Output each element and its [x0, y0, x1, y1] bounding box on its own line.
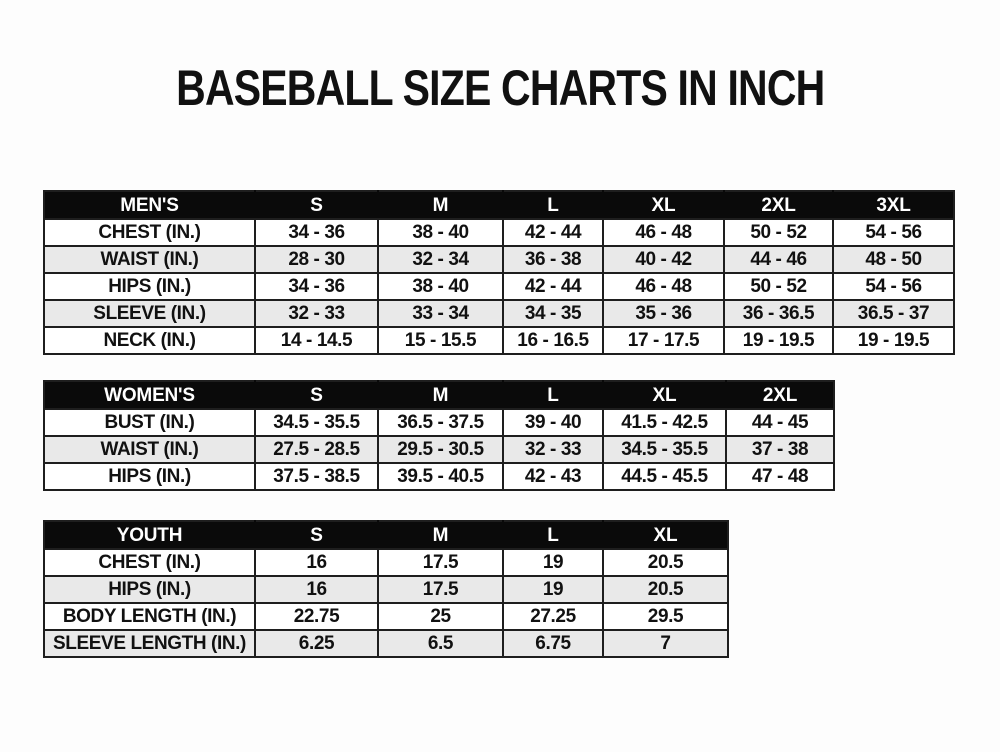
size-value-cell: 34.5 - 35.5 — [603, 436, 726, 463]
measurement-label: NECK (IN.) — [44, 327, 255, 354]
size-value-cell: 29.5 — [603, 603, 728, 630]
womens-header-row — [44, 381, 834, 409]
size-column-header: 2XL — [724, 191, 833, 219]
table-row — [44, 630, 728, 657]
size-value-cell: 22.75 — [255, 603, 378, 630]
size-value-cell: 17.5 — [378, 576, 503, 603]
table-row — [44, 246, 954, 273]
measurement-label: CHEST (IN.) — [44, 549, 255, 576]
size-value-cell: 38 - 40 — [378, 273, 503, 300]
size-value-cell: 50 - 52 — [724, 219, 833, 246]
table-row — [44, 576, 728, 603]
size-value-cell: 46 - 48 — [603, 273, 724, 300]
size-value-cell: 38 - 40 — [378, 219, 503, 246]
size-value-cell: 54 - 56 — [833, 219, 954, 246]
size-value-cell: 37.5 - 38.5 — [255, 463, 378, 490]
size-value-cell: 39 - 40 — [503, 409, 603, 436]
size-value-cell: 42 - 44 — [503, 219, 603, 246]
size-value-cell: 32 - 34 — [378, 246, 503, 273]
size-column-header: 3XL — [833, 191, 954, 219]
youth-header-row — [44, 521, 728, 549]
size-column-header: M — [378, 521, 503, 549]
measurement-label: HIPS (IN.) — [44, 463, 255, 490]
table-row — [44, 219, 954, 246]
size-value-cell: 35 - 36 — [603, 300, 724, 327]
title-bar — [0, 0, 1000, 116]
size-column-header: XL — [603, 381, 726, 409]
size-column-header: XL — [603, 191, 724, 219]
table-row — [44, 603, 728, 630]
size-value-cell: 6.75 — [503, 630, 603, 657]
size-value-cell: 47 - 48 — [726, 463, 834, 490]
size-value-cell: 44 - 46 — [724, 246, 833, 273]
youth-size-table — [43, 520, 729, 658]
size-value-cell: 34.5 - 35.5 — [255, 409, 378, 436]
measurement-label: WAIST (IN.) — [44, 436, 255, 463]
size-value-cell: 16 — [255, 549, 378, 576]
size-value-cell: 34 - 36 — [255, 273, 378, 300]
table-row — [44, 273, 954, 300]
size-value-cell: 19 — [503, 576, 603, 603]
size-column-header: M — [378, 381, 503, 409]
size-value-cell: 17 - 17.5 — [603, 327, 724, 354]
table-row — [44, 549, 728, 576]
size-column-header: S — [255, 521, 378, 549]
size-value-cell: 44 - 45 — [726, 409, 834, 436]
measurement-label: SLEEVE LENGTH (IN.) — [44, 630, 255, 657]
size-value-cell: 28 - 30 — [255, 246, 378, 273]
size-column-header: 2XL — [726, 381, 834, 409]
table-row — [44, 436, 834, 463]
size-value-cell: 6.25 — [255, 630, 378, 657]
size-value-cell: 16 - 16.5 — [503, 327, 603, 354]
size-value-cell: 19 - 19.5 — [833, 327, 954, 354]
size-value-cell: 34 - 35 — [503, 300, 603, 327]
size-value-cell: 14 - 14.5 — [255, 327, 378, 354]
size-column-header: S — [255, 191, 378, 219]
size-value-cell: 36.5 - 37.5 — [378, 409, 503, 436]
table-row — [44, 409, 834, 436]
size-value-cell: 7 — [603, 630, 728, 657]
size-value-cell: 32 - 33 — [503, 436, 603, 463]
measurement-label: HIPS (IN.) — [44, 576, 255, 603]
size-value-cell: 40 - 42 — [603, 246, 724, 273]
measurement-label: BUST (IN.) — [44, 409, 255, 436]
size-value-cell: 33 - 34 — [378, 300, 503, 327]
size-value-cell: 20.5 — [603, 549, 728, 576]
mens-size-table — [43, 190, 955, 355]
size-column-header: M — [378, 191, 503, 219]
size-value-cell: 39.5 - 40.5 — [378, 463, 503, 490]
size-value-cell: 32 - 33 — [255, 300, 378, 327]
size-value-cell: 16 — [255, 576, 378, 603]
size-value-cell: 29.5 - 30.5 — [378, 436, 503, 463]
womens-table-title: WOMEN'S — [44, 381, 255, 409]
size-value-cell: 34 - 36 — [255, 219, 378, 246]
size-value-cell: 27.25 — [503, 603, 603, 630]
size-value-cell: 25 — [378, 603, 503, 630]
size-value-cell: 37 - 38 — [726, 436, 834, 463]
size-value-cell: 19 - 19.5 — [724, 327, 833, 354]
table-row — [44, 327, 954, 354]
size-column-header: L — [503, 191, 603, 219]
size-value-cell: 17.5 — [378, 549, 503, 576]
measurement-label: WAIST (IN.) — [44, 246, 255, 273]
size-column-header: S — [255, 381, 378, 409]
size-value-cell: 48 - 50 — [833, 246, 954, 273]
size-column-header: L — [503, 521, 603, 549]
measurement-label: HIPS (IN.) — [44, 273, 255, 300]
measurement-label: CHEST (IN.) — [44, 219, 255, 246]
size-column-header: L — [503, 381, 603, 409]
size-value-cell: 54 - 56 — [833, 273, 954, 300]
measurement-label: BODY LENGTH (IN.) — [44, 603, 255, 630]
size-value-cell: 27.5 - 28.5 — [255, 436, 378, 463]
mens-table-title: MEN'S — [44, 191, 255, 219]
size-value-cell: 6.5 — [378, 630, 503, 657]
size-value-cell: 44.5 - 45.5 — [603, 463, 726, 490]
size-value-cell: 50 - 52 — [724, 273, 833, 300]
womens-size-table — [43, 380, 835, 491]
size-value-cell: 20.5 — [603, 576, 728, 603]
measurement-label: SLEEVE (IN.) — [44, 300, 255, 327]
size-value-cell: 19 — [503, 549, 603, 576]
table-row — [44, 463, 834, 490]
size-value-cell: 36.5 - 37 — [833, 300, 954, 327]
mens-header-row — [44, 191, 954, 219]
size-value-cell: 42 - 43 — [503, 463, 603, 490]
size-value-cell: 36 - 36.5 — [724, 300, 833, 327]
size-value-cell: 36 - 38 — [503, 246, 603, 273]
size-column-header: XL — [603, 521, 728, 549]
size-tables-container — [43, 190, 1000, 658]
table-row — [44, 300, 954, 327]
size-value-cell: 46 - 48 — [603, 219, 724, 246]
size-value-cell: 42 - 44 — [503, 273, 603, 300]
size-value-cell: 41.5 - 42.5 — [603, 409, 726, 436]
size-value-cell: 15 - 15.5 — [378, 327, 503, 354]
page-title: BASEBALL SIZE CHARTS IN INCH — [175, 60, 825, 116]
youth-table-title: YOUTH — [44, 521, 255, 549]
